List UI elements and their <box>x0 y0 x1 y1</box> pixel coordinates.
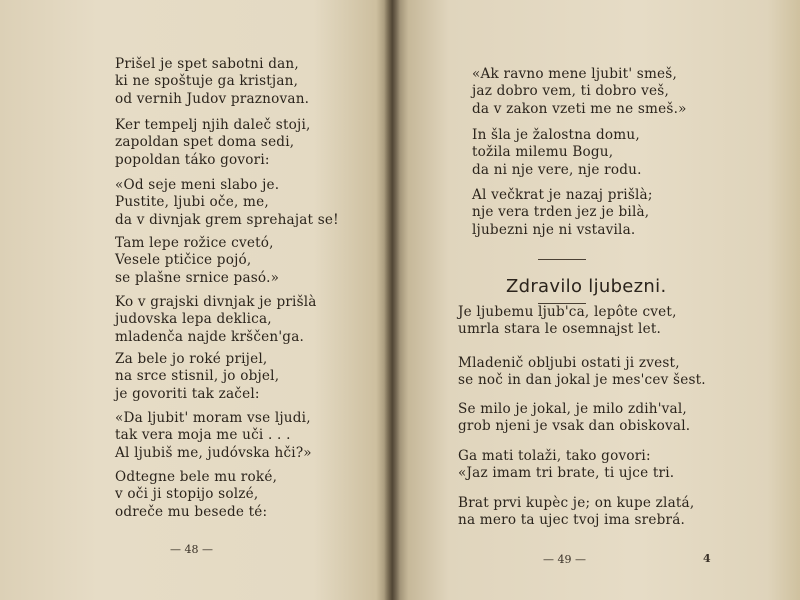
verse-line: zapoldan spet doma sedi, <box>115 134 295 151</box>
stanza <box>472 127 642 179</box>
verse-line: Ker tempelj njih daleč stoji, <box>115 117 311 133</box>
verse-line: Je ljubemu ljub'ca, lepôte cvet, <box>458 304 677 320</box>
book-spine <box>384 0 400 600</box>
verse-line: odreče mu besede té: <box>115 503 268 520</box>
verse-line: «Ak ravno mene ljubit' smeš, <box>472 66 677 82</box>
verse-line: da v zakon vzeti me ne smeš.» <box>472 100 687 117</box>
verse-line: da ni nje vere, nje rodu. <box>472 161 642 178</box>
verse-line: Tam lepe rožice cvetó, <box>115 235 274 251</box>
verse-line: «Jaz imam tri brate, ti ujce tri. <box>458 465 675 482</box>
verse-line: judovska lepa deklica, <box>115 311 272 328</box>
verse-line: popoldan táko govori: <box>115 151 270 168</box>
verse-line: jaz dobro vem, ti dobro veš, <box>472 83 669 100</box>
verse-line: mladenča najde krščen'ga. <box>115 328 305 345</box>
verse-line: Pustite, ljubi oče, me, <box>115 194 269 211</box>
title-rule-top <box>538 259 586 260</box>
verse-line: od vernih Judov praznovan. <box>115 90 310 107</box>
stanza <box>115 294 317 346</box>
verse-line: ljubezni nje ni vstavila. <box>472 221 636 238</box>
verse-line: da v divnjak grem sprehajat se! <box>115 211 339 228</box>
verse-line: v oči ji stopijo solzé, <box>115 486 259 503</box>
verse-line: Ko v grajski divnjak je prišlà <box>115 294 317 310</box>
verse-line: Prišel je spet sabotni dan, <box>115 56 299 72</box>
verse-line: Odtegne bele mu roké, <box>115 469 278 485</box>
stanza <box>115 177 339 229</box>
verse-line: na mero ta ujec tvoj ima srebrá. <box>458 512 686 529</box>
stanza <box>472 66 687 118</box>
stanza <box>115 235 279 287</box>
poem-title: Zdravilo ljubezni. <box>506 276 667 297</box>
verse-line: Ga mati tolaži, tako govori: <box>458 448 651 464</box>
stanza <box>458 401 690 436</box>
stanza <box>458 448 674 483</box>
verse-line: Al ljubiš me, judóvska hči?» <box>115 444 312 461</box>
stanza <box>458 355 706 390</box>
verse-line: ki ne spoštuje ga kristjan, <box>115 73 299 90</box>
verse-line: Za bele jo roké prijel, <box>115 351 268 367</box>
verse-line: umrla stara le osemnajst let. <box>458 321 662 338</box>
verse-line: se noč in dan jokal je mes'cev šest. <box>458 372 706 389</box>
stanza <box>115 469 277 521</box>
verse-line: nje vera trden jez je bilà, <box>472 204 650 221</box>
verse-line: tak vera moja me uči . . . <box>115 427 291 444</box>
verse-line: Brat prvi kupèc je; on kupe zlatá, <box>458 495 695 511</box>
stanza <box>115 56 309 108</box>
stanza <box>458 304 677 339</box>
page-number-left: — 48 — <box>170 543 213 556</box>
stanza <box>115 410 312 462</box>
stanza <box>115 117 311 169</box>
verse-line: grob njeni je vsak dan obiskoval. <box>458 418 691 435</box>
verse-line: Mladenič obljubi ostati ji zvest, <box>458 355 680 371</box>
page-number-right: — 49 — <box>543 553 586 566</box>
verse-line: Se milo je jokal, je milo zdih'val, <box>458 401 687 417</box>
verse-line: Vesele ptičice pojó, <box>115 252 252 269</box>
verse-line: Al večkrat je nazaj prišlà; <box>472 187 653 203</box>
printer-signature-mark: 4 <box>703 552 711 565</box>
stanza <box>115 351 279 403</box>
verse-line: se plašne srnice pasó.» <box>115 269 280 286</box>
verse-line: In šla je žalostna domu, <box>472 127 640 143</box>
verse-line: «Od seje meni slabo je. <box>115 177 280 193</box>
verse-line: na srce stisnil, jo objel, <box>115 368 280 385</box>
stanza <box>472 187 653 239</box>
verse-line: «Da ljubit' moram vse ljudi, <box>115 410 311 426</box>
verse-line: tožila milemu Bogu, <box>472 144 614 161</box>
stanza <box>458 495 694 530</box>
verse-line: je govoriti tak začel: <box>115 385 260 402</box>
